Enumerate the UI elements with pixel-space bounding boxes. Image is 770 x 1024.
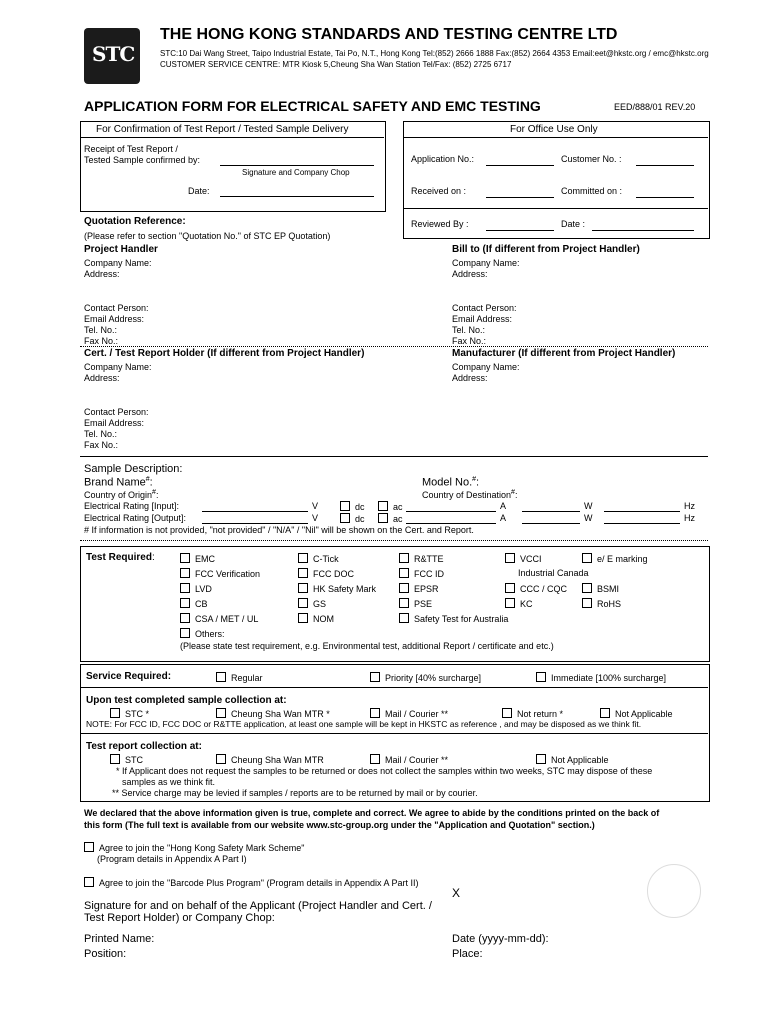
barcode-checkbox[interactable]: Agree to join the "Barcode Plus Program" (Program details in Appendix A Part II) xyxy=(84,877,419,888)
output-ac-checkbox[interactable]: ac xyxy=(378,513,403,524)
test-pse-checkbox[interactable]: PSE xyxy=(399,598,432,609)
signature-caption: Signature and Company Chop xyxy=(242,168,350,177)
test-emc-checkbox[interactable]: EMC xyxy=(180,553,215,564)
service-centre: CUSTOMER SERVICE CENTRE: MTR Kiosk 5,Cheung Sha Wan Station Tel/Fax: (852) 2725 6717 xyxy=(160,60,512,69)
received-on-field[interactable] xyxy=(486,197,554,198)
sample-description-label: Sample Description: xyxy=(84,463,183,475)
quotation-note: (Please refer to section "Quotation No." of STC EP Quotation) xyxy=(84,231,331,241)
test-rtte-checkbox[interactable]: R&TTE xyxy=(399,553,444,564)
output-hz-unit: Hz xyxy=(684,513,695,523)
ch-contact-label: Contact Person: xyxy=(84,407,149,417)
printed-name-label: Printed Name: xyxy=(84,933,155,945)
sample-collection-note: NOTE: For FCC ID, FCC DOC or R&TTE application, at least one sample will be kept in HKSTC as reference , and may be disposed as we think fit. xyxy=(86,719,642,729)
signature-label-2: Test Report Holder) or Company Chop: xyxy=(84,912,275,924)
receipt-label-1: Receipt of Test Report / xyxy=(84,144,178,154)
received-on-label: Received on : xyxy=(411,186,467,196)
test-fcc-doc-checkbox[interactable]: FCC DOC xyxy=(298,568,354,579)
ch-company-label: Company Name: xyxy=(84,362,152,372)
report-note-3: ** Service charge may be levied if samples / reports are to be returned by mail or by courier. xyxy=(112,788,478,798)
quotation-label: Quotation Reference: xyxy=(84,216,186,227)
office-date-field[interactable] xyxy=(592,230,694,231)
confirmation-header: For Confirmation of Test Report / Tested Sample Delivery xyxy=(96,124,349,135)
project-handler-heading: Project Handler xyxy=(84,244,158,255)
committed-on-label: Committed on : xyxy=(561,186,623,196)
cert-holder-heading: Cert. / Test Report Holder (If different from Project Handler) xyxy=(84,348,365,359)
report-mail-checkbox[interactable]: Mail / Courier ** xyxy=(370,754,448,765)
stc-logo-text: STC xyxy=(92,42,135,66)
test-csa-checkbox[interactable]: CSA / MET / UL xyxy=(180,613,258,624)
sample-not-applicable-checkbox[interactable]: Not Applicable xyxy=(600,708,673,719)
customer-no-field[interactable] xyxy=(636,165,694,166)
reviewed-by-field[interactable] xyxy=(486,230,554,231)
report-stc-checkbox[interactable]: STC xyxy=(110,754,143,765)
test-epsr-checkbox[interactable]: EPSR xyxy=(399,583,439,594)
bill-to-heading: Bill to (If different from Project Handler) xyxy=(452,244,640,255)
bt-fax-label: Fax No.: xyxy=(452,336,487,346)
country-origin-label: Country of Origin#: xyxy=(84,489,159,500)
input-a-unit: A xyxy=(500,501,507,511)
rating-input-label: Electrical Rating [Input]: xyxy=(84,501,180,511)
output-dc-checkbox[interactable]: dc xyxy=(340,513,365,524)
input-current-field[interactable] xyxy=(406,511,496,512)
receipt-label-2: Tested Sample confirmed by: xyxy=(84,155,201,165)
sample-mail-checkbox[interactable]: Mail / Courier ** xyxy=(370,708,448,719)
input-hz-unit: Hz xyxy=(684,501,695,511)
sample-stc-checkbox[interactable]: STC * xyxy=(110,708,149,719)
application-no-field[interactable] xyxy=(486,165,554,166)
position-label: Position: xyxy=(84,948,127,960)
input-dc-checkbox[interactable]: dc xyxy=(340,501,365,512)
output-power-field[interactable] xyxy=(522,523,580,524)
test-bsmi-checkbox[interactable]: BSMI xyxy=(582,583,619,594)
test-australia-checkbox[interactable]: Safety Test for Australia xyxy=(399,613,508,624)
ph-tel-label: Tel. No.: xyxy=(84,325,118,335)
report-collection-label: Test report collection at: xyxy=(86,741,202,752)
rating-output-label: Electrical Rating [Output]: xyxy=(84,513,187,523)
bt-tel-label: Tel. No.: xyxy=(452,325,486,335)
sample-note: # If information is not provided, "not provided" / "N/A" / "Nil" will be shown on the Cert. and Report. xyxy=(84,525,474,535)
confirmation-date-field[interactable] xyxy=(220,196,374,197)
service-required-label: Service Required: xyxy=(86,671,172,682)
service-priority-checkbox[interactable]: Priority [40% surcharge] xyxy=(370,672,481,683)
test-industrial-canada-label: Industrial Canada xyxy=(518,568,589,578)
company-address: STC:10 Dai Wang Street, Taipo Industrial Estate, Tai Po, N.T., Hong Kong Tel:(852) 2666 1888 Fax:(852) 2664 4353 Email:eet@hkstc.org / emc@hkstc.org xyxy=(160,49,709,58)
company-chop-circle[interactable] xyxy=(647,864,701,918)
test-hk-safety-checkbox[interactable]: HK Safety Mark xyxy=(298,583,376,594)
office-header: For Office Use Only xyxy=(510,124,598,135)
report-note-1: * If Applicant does not request the samples to be returned or does not collect the samples within two weeks, STC may dispose of these xyxy=(116,766,653,776)
test-lvd-checkbox[interactable]: LVD xyxy=(180,583,212,594)
test-kc-checkbox[interactable]: KC xyxy=(505,598,533,609)
customer-no-label: Customer No. : xyxy=(561,154,622,164)
bt-contact-label: Contact Person: xyxy=(452,303,517,313)
input-voltage-field[interactable] xyxy=(202,511,308,512)
declaration-date-label: Date (yyyy-mm-dd): xyxy=(452,933,549,945)
signature-label-1: Signature for and on behalf of the Applicant (Project Handler and Cert. / xyxy=(84,900,432,912)
country-destination-label: Country of Destination#: xyxy=(422,489,518,500)
place-label: Place: xyxy=(452,948,483,960)
report-note-2: samples as we think fit. xyxy=(122,777,216,787)
declaration-line-2: this form (The full text is available from our website www.stc-group.org under the "Application and Quotation" section.) xyxy=(84,820,595,830)
ph-address-label: Address: xyxy=(84,269,120,279)
hk-mark-checkbox[interactable]: Agree to join the "Hong Kong Safety Mark Scheme" xyxy=(84,842,305,853)
ph-email-label: Email Address: xyxy=(84,314,145,324)
output-voltage-field[interactable] xyxy=(202,523,308,524)
input-v-unit: V xyxy=(312,501,319,511)
parties-divider xyxy=(80,346,708,347)
model-no-label: Model No.#: xyxy=(422,476,480,489)
committed-on-field[interactable] xyxy=(636,197,694,198)
mf-company-label: Company Name: xyxy=(452,362,520,372)
reviewed-by-label: Reviewed By : xyxy=(411,219,469,229)
test-gs-checkbox[interactable]: GS xyxy=(298,598,326,609)
declaration-line-1: We declared that the above information given is true, complete and correct. We agree to abide by the conditions printed on the back of xyxy=(84,808,660,818)
output-w-unit: W xyxy=(584,513,593,523)
test-vcci-checkbox[interactable]: VCCI xyxy=(505,553,542,564)
ph-fax-label: Fax No.: xyxy=(84,336,119,346)
test-others-checkbox[interactable]: Others: xyxy=(180,628,225,639)
signature-field[interactable] xyxy=(220,165,374,166)
output-v-unit: V xyxy=(312,513,319,523)
test-cb-checkbox[interactable]: CB xyxy=(180,598,208,609)
test-ccc-checkbox[interactable]: CCC / CQC xyxy=(505,583,567,594)
input-power-field[interactable] xyxy=(522,511,580,512)
company-name: THE HONG KONG STANDARDS AND TESTING CENTRE LTD xyxy=(160,26,618,43)
form-code: EED/888/01 REV.20 xyxy=(614,102,696,112)
brand-name-label: Brand Name#: xyxy=(84,476,153,489)
test-emarking-checkbox[interactable]: e/ E marking xyxy=(582,553,648,564)
office-date-label: Date : xyxy=(561,219,586,229)
output-a-unit: A xyxy=(500,513,507,523)
form-title: APPLICATION FORM FOR ELECTRICAL SAFETY AND EMC TESTING xyxy=(84,98,541,114)
test-ctick-checkbox[interactable]: C-Tick xyxy=(298,553,339,564)
sample-not-return-checkbox[interactable]: Not return * xyxy=(502,708,563,719)
application-no-label: Application No.: xyxy=(411,154,475,164)
output-current-field[interactable] xyxy=(406,523,496,524)
test-nom-checkbox[interactable]: NOM xyxy=(298,613,334,624)
report-csw-checkbox[interactable]: Cheung Sha Wan MTR xyxy=(216,754,324,765)
sample-divider xyxy=(80,540,708,541)
manufacturer-heading: Manufacturer (If different from Project Handler) xyxy=(452,348,676,359)
input-w-unit: W xyxy=(584,501,593,511)
bt-company-label: Company Name: xyxy=(452,258,520,268)
ch-tel-label: Tel. No.: xyxy=(84,429,118,439)
confirmation-date-label: Date: xyxy=(188,186,210,196)
service-regular-checkbox[interactable]: Regular xyxy=(216,672,263,683)
test-rohs-checkbox[interactable]: RoHS xyxy=(582,598,621,609)
ch-email-label: Email Address: xyxy=(84,418,145,428)
ph-company-label: Company Name: xyxy=(84,258,152,268)
others-note: (Please state test requirement, e.g. Environmental test, additional Report / certificate and etc.) xyxy=(180,641,554,651)
sample-csw-checkbox[interactable]: Cheung Sha Wan MTR * xyxy=(216,708,330,719)
bt-address-label: Address: xyxy=(452,269,488,279)
signature-x-mark: X xyxy=(452,886,461,900)
ch-fax-label: Fax No.: xyxy=(84,440,119,450)
stc-logo xyxy=(84,28,140,84)
sample-collection-label: Upon test completed sample collection at: xyxy=(86,695,287,706)
test-fcc-id-checkbox[interactable]: FCC ID xyxy=(399,568,444,579)
input-ac-checkbox[interactable]: ac xyxy=(378,501,403,512)
bt-email-label: Email Address: xyxy=(452,314,513,324)
mf-address-label: Address: xyxy=(452,373,488,383)
service-immediate-checkbox[interactable]: Immediate [100% surcharge] xyxy=(536,672,666,683)
report-not-applicable-checkbox[interactable]: Not Applicable xyxy=(536,754,609,765)
input-freq-field[interactable] xyxy=(604,511,680,512)
output-freq-field[interactable] xyxy=(604,523,680,524)
test-fcc-verification-checkbox[interactable]: FCC Verification xyxy=(180,568,260,579)
ph-contact-label: Contact Person: xyxy=(84,303,149,313)
test-required-label: Test Required: xyxy=(86,552,155,563)
ch-address-label: Address: xyxy=(84,373,120,383)
hk-mark-detail: (Program details in Appendix A Part I) xyxy=(97,854,247,864)
